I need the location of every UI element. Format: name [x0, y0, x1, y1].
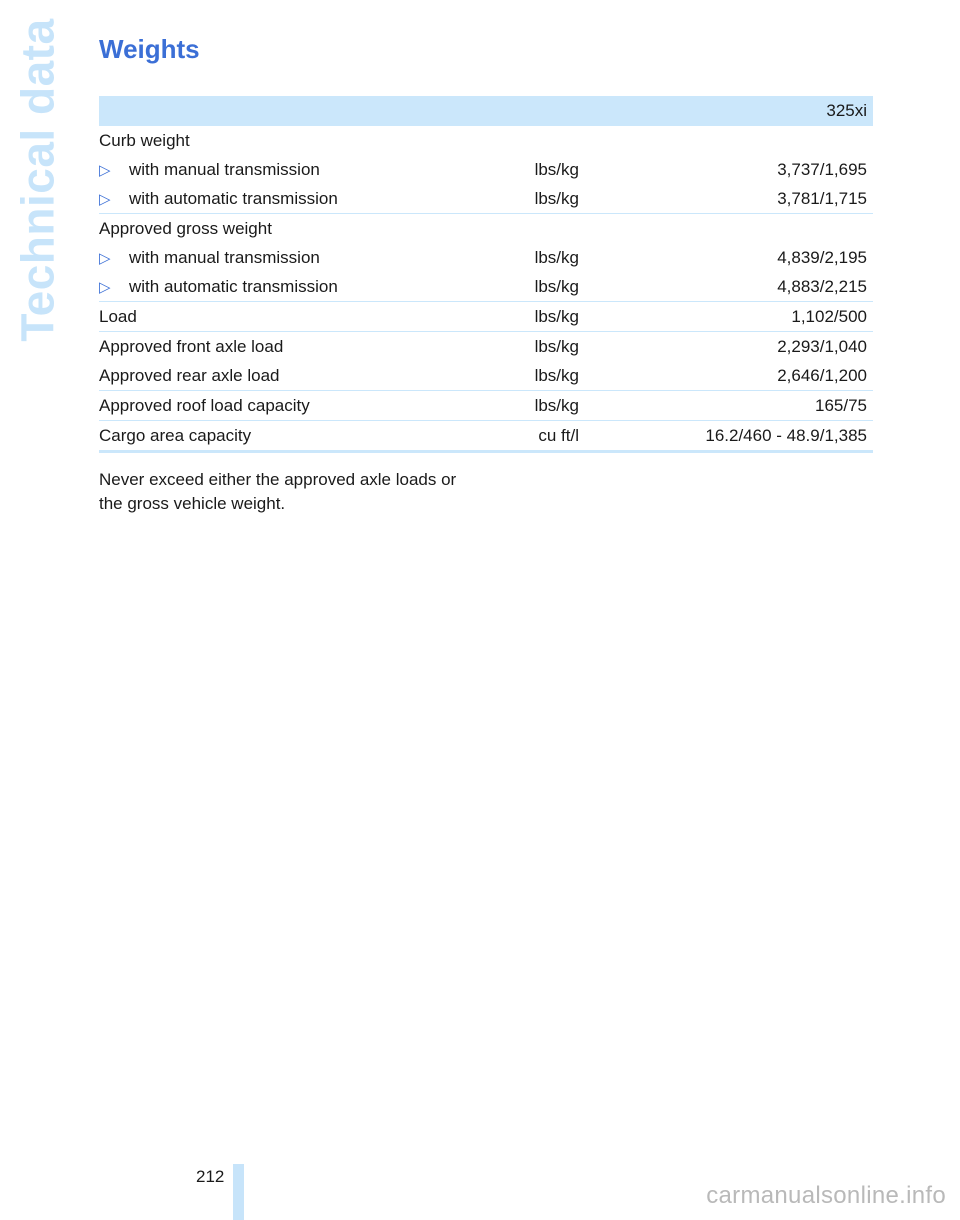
row-label: Approved gross weight — [99, 218, 272, 238]
table-row — [99, 243, 873, 272]
row-unit: lbs/kg — [499, 302, 579, 332]
weights-table — [99, 96, 873, 453]
row-unit: lbs/kg — [499, 272, 579, 302]
page-number-bar — [233, 1164, 244, 1220]
row-label: Cargo area capacity — [99, 421, 499, 452]
group-row-approved-gross-weight — [99, 214, 873, 244]
row-unit: cu ft/l — [499, 421, 579, 452]
row-label: Approved rear axle load — [99, 361, 499, 391]
row-label: Approved front axle load — [99, 336, 284, 356]
row-value: 3,781/1,715 — [579, 184, 873, 214]
row-unit: lbs/kg — [534, 336, 579, 356]
row-value: 2,646/1,200 — [579, 361, 873, 391]
model-header: 325xi — [99, 96, 873, 126]
row-label: Load — [99, 302, 499, 332]
table-row — [99, 272, 873, 302]
group-row-curb-weight — [99, 126, 873, 155]
bullet-arrow-icon: ▷ — [99, 161, 111, 179]
row-label: Approved roof load capacity — [99, 391, 499, 421]
row-value: 2,293/1,040 — [777, 336, 867, 356]
row-label: Curb weight — [99, 130, 190, 150]
table-row-rear-axle-load — [99, 361, 873, 391]
row-unit: lbs/kg — [499, 184, 579, 214]
table-row-roof-load — [99, 391, 873, 421]
row-unit: lbs/kg — [499, 361, 579, 391]
table-row-cargo-capacity — [99, 421, 873, 452]
section-side-title — [8, 18, 68, 342]
table-header-row — [99, 96, 873, 126]
bullet-arrow-icon: ▷ — [99, 278, 111, 296]
row-unit: lbs/kg — [534, 247, 579, 267]
bullet-arrow-icon: ▷ — [99, 249, 111, 267]
bullet-arrow-icon: ▷ — [99, 190, 111, 208]
watermark-text: carmanualsonline.info — [706, 1182, 946, 1209]
row-value: 4,839/2,195 — [777, 247, 867, 267]
weight-warning-note: Never exceed either the approved axle loads or the gross vehicle weight. — [99, 470, 457, 513]
table-row-load — [99, 302, 873, 332]
section-title-text: Technical data — [12, 18, 65, 342]
table-row — [99, 155, 873, 184]
row-label: with automatic transmission — [129, 188, 338, 208]
row-value: 3,737/1,695 — [777, 159, 867, 179]
row-value: 16.2/460 - 48.9/1,385 — [579, 421, 873, 452]
table-row — [99, 184, 873, 214]
page-number: 212 — [196, 1167, 225, 1186]
row-label: with manual transmission — [129, 247, 320, 267]
row-unit: lbs/kg — [534, 159, 579, 179]
row-value: 4,883/2,215 — [579, 272, 873, 302]
row-label: with manual transmission — [129, 159, 320, 179]
row-value: 1,102/500 — [579, 302, 873, 332]
page-title: Weights — [99, 34, 200, 64]
table-row-front-axle-load — [99, 332, 873, 362]
row-value: 165/75 — [579, 391, 873, 421]
row-label: with automatic transmission — [129, 276, 338, 296]
row-unit: lbs/kg — [499, 391, 579, 421]
